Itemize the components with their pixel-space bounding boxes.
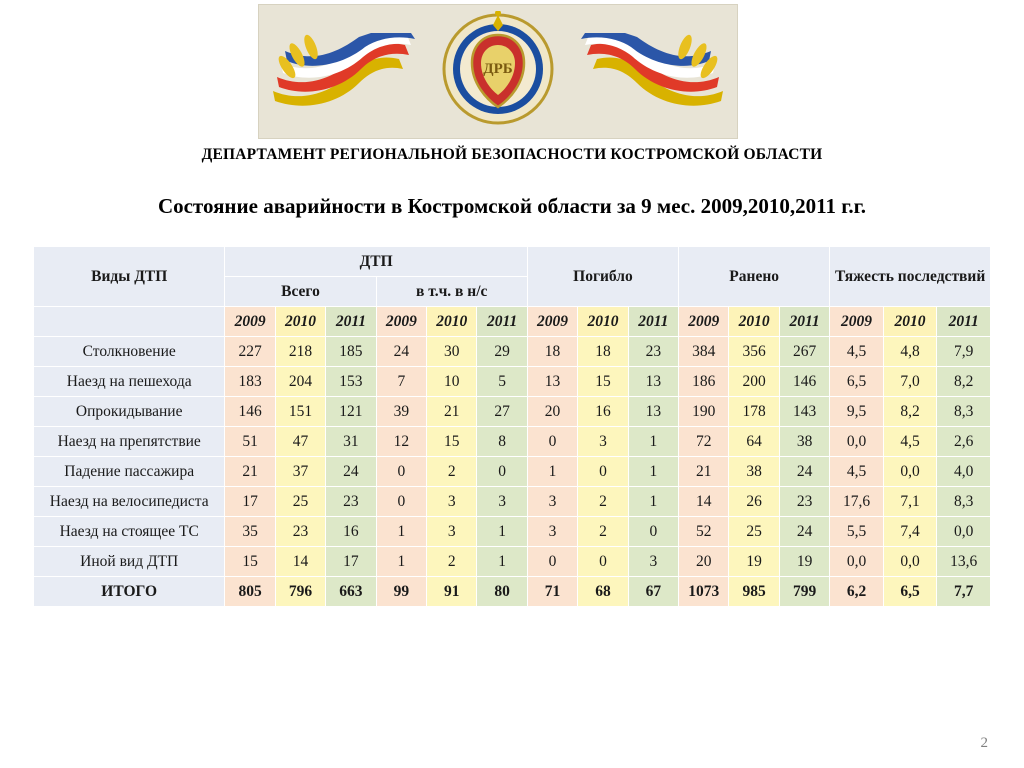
header-year-dtp-incl-2009: 2009 <box>376 307 426 337</box>
total-cell: 99 <box>376 577 426 607</box>
row-label: Опрокидывание <box>34 397 225 427</box>
cell: 18 <box>527 337 577 367</box>
cell: 25 <box>275 487 325 517</box>
cell: 21 <box>427 397 477 427</box>
row-label: Наезд на стоящее ТС <box>34 517 225 547</box>
table-row <box>34 367 991 397</box>
cell: 4,5 <box>830 337 884 367</box>
total-cell: 80 <box>477 577 527 607</box>
page-number: 2 <box>980 735 988 751</box>
cell: 204 <box>275 367 325 397</box>
header-year-injured-2010: 2010 <box>729 307 779 337</box>
cell: 64 <box>729 427 779 457</box>
header-year-severity-2009: 2009 <box>830 307 884 337</box>
cell: 17,6 <box>830 487 884 517</box>
cell: 0 <box>527 547 577 577</box>
cell: 1 <box>376 517 426 547</box>
header-year-dtp-total-2011: 2011 <box>326 307 376 337</box>
cell: 2 <box>427 457 477 487</box>
cell: 16 <box>578 397 628 427</box>
cell: 218 <box>275 337 325 367</box>
cell: 185 <box>326 337 376 367</box>
cell: 4,0 <box>937 457 991 487</box>
table-row <box>34 427 991 457</box>
crest-icon <box>438 11 558 133</box>
cell: 2,6 <box>937 427 991 457</box>
cell: 0,0 <box>937 517 991 547</box>
cell: 0,0 <box>830 547 884 577</box>
cell: 0 <box>578 547 628 577</box>
cell: 10 <box>427 367 477 397</box>
cell: 18 <box>578 337 628 367</box>
cell: 24 <box>779 517 829 547</box>
header-year-killed-2009: 2009 <box>527 307 577 337</box>
table-row <box>34 547 991 577</box>
cell: 4,5 <box>883 427 937 457</box>
cell: 146 <box>779 367 829 397</box>
cell: 12 <box>376 427 426 457</box>
total-cell: 985 <box>729 577 779 607</box>
header-year-killed-2010: 2010 <box>578 307 628 337</box>
cell: 38 <box>779 427 829 457</box>
cell: 24 <box>779 457 829 487</box>
ribbon-right-icon <box>575 33 725 111</box>
cell: 183 <box>225 367 275 397</box>
cell: 7,4 <box>883 517 937 547</box>
table-total-row <box>34 577 991 607</box>
cell: 1 <box>527 457 577 487</box>
cell: 7 <box>376 367 426 397</box>
cell: 30 <box>427 337 477 367</box>
header-year-injured-2011: 2011 <box>779 307 829 337</box>
cell: 27 <box>477 397 527 427</box>
cell: 143 <box>779 397 829 427</box>
cell: 3 <box>427 517 477 547</box>
total-cell: 663 <box>326 577 376 607</box>
cell: 52 <box>679 517 729 547</box>
cell: 15 <box>578 367 628 397</box>
table-header-row-1 <box>34 247 991 277</box>
header-year-killed-2011: 2011 <box>628 307 678 337</box>
cell: 13,6 <box>937 547 991 577</box>
cell: 267 <box>779 337 829 367</box>
row-label: Наезд на пешехода <box>34 367 225 397</box>
cell: 8,3 <box>937 487 991 517</box>
cell: 7,0 <box>883 367 937 397</box>
cell: 1 <box>628 487 678 517</box>
cell: 4,8 <box>883 337 937 367</box>
header-group-severity: Тяжесть последствий <box>830 247 991 307</box>
row-label: Наезд на велосипедиста <box>34 487 225 517</box>
cell: 13 <box>527 367 577 397</box>
cell: 20 <box>679 547 729 577</box>
cell: 8 <box>477 427 527 457</box>
header-row-label: Виды ДТП <box>34 247 225 307</box>
cell: 7,1 <box>883 487 937 517</box>
cell: 15 <box>427 427 477 457</box>
cell: 3 <box>527 517 577 547</box>
cell: 0 <box>628 517 678 547</box>
cell: 1 <box>477 517 527 547</box>
table-row <box>34 397 991 427</box>
cell: 0,0 <box>883 547 937 577</box>
total-cell: 67 <box>628 577 678 607</box>
cell: 1 <box>477 547 527 577</box>
cell: 7,9 <box>937 337 991 367</box>
cell: 14 <box>275 547 325 577</box>
cell: 15 <box>225 547 275 577</box>
header-years-blank <box>34 307 225 337</box>
cell: 29 <box>477 337 527 367</box>
table-row <box>34 487 991 517</box>
accident-statistics-table <box>33 246 991 607</box>
total-cell: 6,5 <box>883 577 937 607</box>
header-sub-total: Всего <box>225 277 376 307</box>
header-year-severity-2011: 2011 <box>937 307 991 337</box>
cell: 8,3 <box>937 397 991 427</box>
cell: 2 <box>578 487 628 517</box>
total-cell: 71 <box>527 577 577 607</box>
cell: 3 <box>628 547 678 577</box>
cell: 37 <box>275 457 325 487</box>
cell: 384 <box>679 337 729 367</box>
total-cell: 68 <box>578 577 628 607</box>
cell: 151 <box>275 397 325 427</box>
total-cell: 805 <box>225 577 275 607</box>
cell: 186 <box>679 367 729 397</box>
cell: 2 <box>578 517 628 547</box>
cell: 19 <box>779 547 829 577</box>
cell: 0 <box>376 487 426 517</box>
cell: 23 <box>326 487 376 517</box>
total-cell: 796 <box>275 577 325 607</box>
header-group-killed: Погибло <box>527 247 678 307</box>
cell: 8,2 <box>883 397 937 427</box>
cell: 4,5 <box>830 457 884 487</box>
department-title: ДЕПАРТАМЕНТ РЕГИОНАЛЬНОЙ БЕЗОПАСНОСТИ КОСТРОМСКОЙ ОБЛАСТИ <box>201 146 823 163</box>
cell: 146 <box>225 397 275 427</box>
cell: 13 <box>628 397 678 427</box>
svg-text:ДРБ: ДРБ <box>483 61 513 77</box>
cell: 200 <box>729 367 779 397</box>
header-group-injured: Ранено <box>679 247 830 307</box>
cell: 3 <box>578 427 628 457</box>
cell: 5,5 <box>830 517 884 547</box>
cell: 3 <box>427 487 477 517</box>
cell: 25 <box>729 517 779 547</box>
cell: 17 <box>326 547 376 577</box>
total-label: ИТОГО <box>34 577 225 607</box>
cell: 227 <box>225 337 275 367</box>
cell: 6,5 <box>830 367 884 397</box>
cell: 72 <box>679 427 729 457</box>
row-label: Падение пассажира <box>34 457 225 487</box>
cell: 24 <box>326 457 376 487</box>
row-label: Столкновение <box>34 337 225 367</box>
slide-title: Состояние аварийности в Костромской области за 9 мес. 2009,2010,2011 г.г. <box>157 194 867 218</box>
cell: 9,5 <box>830 397 884 427</box>
row-label: Иной вид ДТП <box>34 547 225 577</box>
header-year-injured-2009: 2009 <box>679 307 729 337</box>
cell: 0 <box>527 427 577 457</box>
cell: 356 <box>729 337 779 367</box>
cell: 1 <box>628 427 678 457</box>
ribbon-left-icon <box>271 33 421 111</box>
cell: 21 <box>679 457 729 487</box>
header-year-dtp-incl-2010: 2010 <box>427 307 477 337</box>
cell: 178 <box>729 397 779 427</box>
cell: 2 <box>427 547 477 577</box>
cell: 24 <box>376 337 426 367</box>
cell: 0 <box>376 457 426 487</box>
cell: 23 <box>628 337 678 367</box>
cell: 16 <box>326 517 376 547</box>
cell: 39 <box>376 397 426 427</box>
cell: 8,2 <box>937 367 991 397</box>
cell: 0,0 <box>883 457 937 487</box>
total-cell: 91 <box>427 577 477 607</box>
cell: 38 <box>729 457 779 487</box>
cell: 121 <box>326 397 376 427</box>
cell: 5 <box>477 367 527 397</box>
table-row <box>34 517 991 547</box>
total-cell: 7,7 <box>937 577 991 607</box>
cell: 1 <box>376 547 426 577</box>
cell: 23 <box>779 487 829 517</box>
cell: 14 <box>679 487 729 517</box>
cell: 13 <box>628 367 678 397</box>
cell: 153 <box>326 367 376 397</box>
cell: 31 <box>326 427 376 457</box>
cell: 0 <box>578 457 628 487</box>
cell: 190 <box>679 397 729 427</box>
table-header-row-years <box>34 307 991 337</box>
cell: 47 <box>275 427 325 457</box>
header-year-severity-2010: 2010 <box>883 307 937 337</box>
cell: 1 <box>628 457 678 487</box>
table-row <box>34 337 991 367</box>
cell: 51 <box>225 427 275 457</box>
total-cell: 1073 <box>679 577 729 607</box>
header-sub-including: в т.ч. в н/с <box>376 277 527 307</box>
emblem-banner <box>258 4 738 139</box>
cell: 21 <box>225 457 275 487</box>
row-label: Наезд на препятствие <box>34 427 225 457</box>
cell: 0 <box>477 457 527 487</box>
cell: 35 <box>225 517 275 547</box>
cell: 23 <box>275 517 325 547</box>
cell: 17 <box>225 487 275 517</box>
header-year-dtp-incl-2011: 2011 <box>477 307 527 337</box>
cell: 3 <box>527 487 577 517</box>
cell: 20 <box>527 397 577 427</box>
cell: 3 <box>477 487 527 517</box>
cell: 26 <box>729 487 779 517</box>
total-cell: 6,2 <box>830 577 884 607</box>
total-cell: 799 <box>779 577 829 607</box>
header-group-dtp: ДТП <box>225 247 527 277</box>
cell: 0,0 <box>830 427 884 457</box>
header-year-dtp-total-2010: 2010 <box>275 307 325 337</box>
header-year-dtp-total-2009: 2009 <box>225 307 275 337</box>
table-row <box>34 457 991 487</box>
cell: 19 <box>729 547 779 577</box>
